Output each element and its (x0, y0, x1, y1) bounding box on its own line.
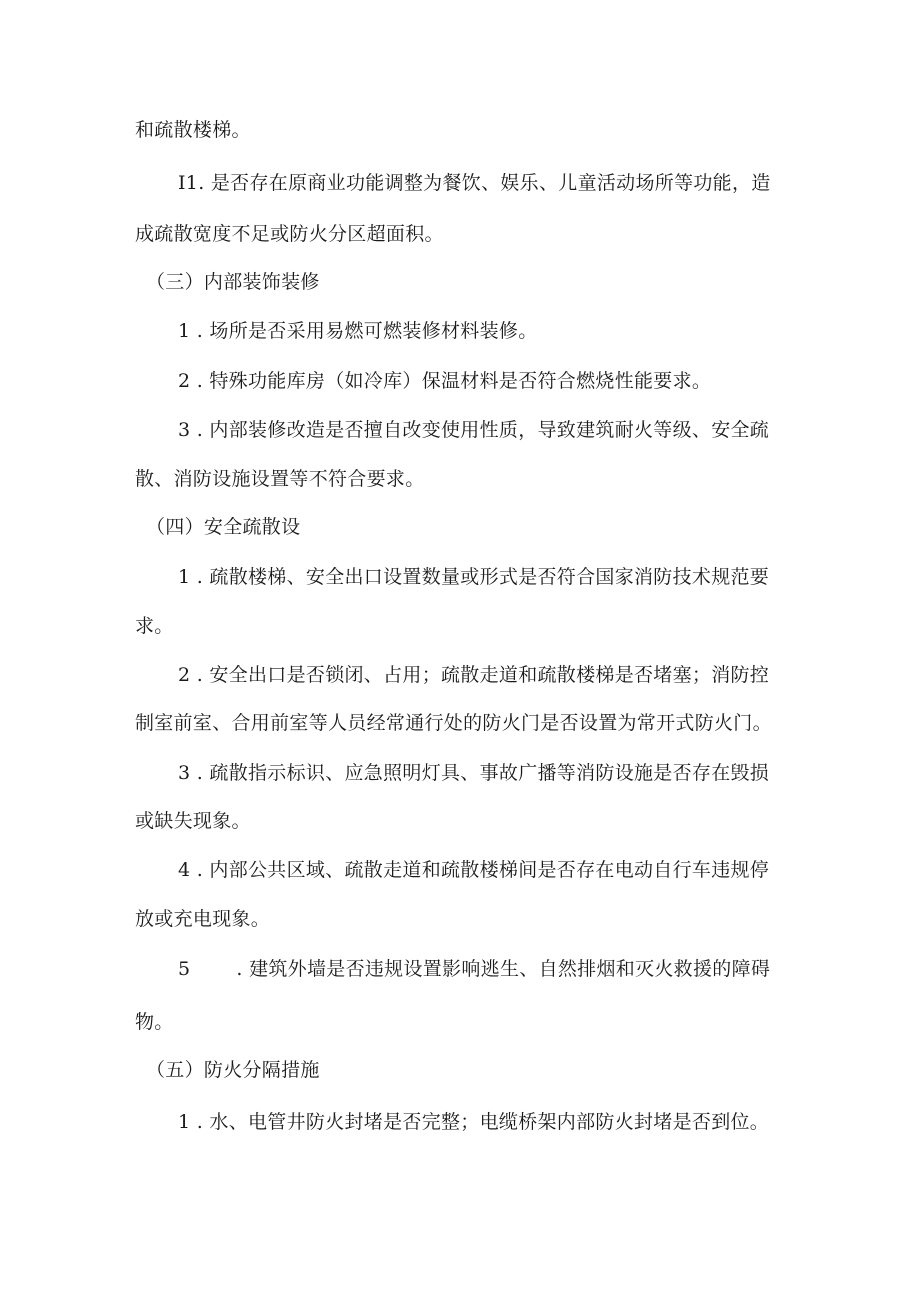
list-item-3: 3 . 内部装修改造是否擅自改变使用性质，导致建筑耐火等级、安全疏 (178, 419, 770, 441)
text-line: 求。 (135, 615, 174, 637)
text-line: 物。 (135, 1011, 174, 1033)
list-item-1: 1 . 水、电管井防火封堵是否完整；电缆桥架内部防火封堵是否到位。 (178, 1111, 770, 1133)
text-line: 散、消防设施设置等不符合要求。 (135, 468, 425, 490)
list-item-1: 1 . 场所是否采用易燃可燃装修材料装修。 (178, 320, 538, 342)
list-item-1: 1 . 疏散楼梯、安全出口设置数量或形式是否符合国家消防技术规范要 (178, 566, 770, 588)
list-text: . 建筑外墙是否违规设置影响逃生、自然排烟和灭火救援的障碍 (236, 958, 771, 980)
list-item-2: 2 . 安全出口是否锁闭、占用；疏散走道和疏散楼梯是否堵塞；消防控 (178, 664, 770, 686)
list-item-3: 3 . 疏散指示标识、应急照明灯具、事故广播等消防设施是否存在毁损 (178, 762, 770, 784)
list-item-4: 4 . 内部公共区域、疏散走道和疏散楼梯间是否存在电动自行车违规停 (178, 859, 770, 881)
list-item-11: I1. 是否存在原商业功能调整为餐饮、娱乐、儿童活动场所等功能，造 (178, 172, 771, 194)
text-line: 成疏散宽度不足或防火分区超面积。 (135, 223, 444, 245)
section-heading-5: （五）防火分隔措施 (146, 1059, 320, 1081)
text-line: 和疏散楼梯。 (135, 119, 251, 141)
list-number: 5 (178, 958, 191, 980)
section-heading-4: （四）安全疏散设 (146, 516, 301, 538)
text-line: 或缺失现象。 (135, 810, 251, 832)
list-item-5 (178, 957, 770, 981)
section-heading-3: （三）内部装饰装修 (146, 271, 320, 293)
list-item-2: 2 . 特殊功能库房（如冷库）保温材料是否符合燃烧性能要求。 (178, 370, 712, 392)
text-line: 制室前室、合用前室等人员经常通行处的防火门是否设置为常开式防火门。 (135, 712, 772, 734)
text-line: 放或充电现象。 (135, 908, 271, 930)
